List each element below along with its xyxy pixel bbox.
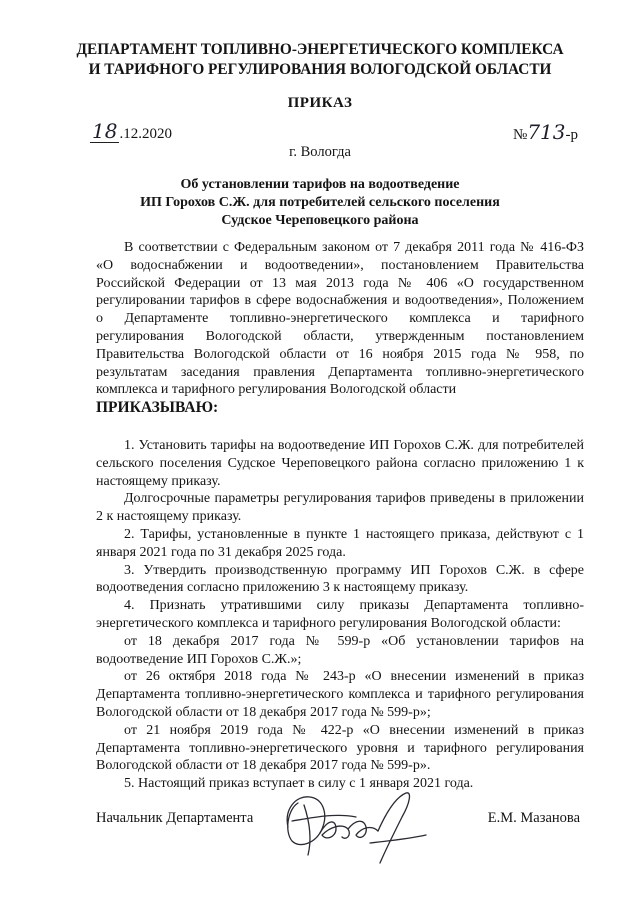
item-1: 1. Установить тарифы на водоотведение ИП Горохов С.Ж. для потребителей сельского поселения Судское Череповецкого района согласно приложению 1 к настоящему приказу. (96, 437, 584, 489)
document-body (96, 239, 584, 793)
item-1-parameters: Долгосрочные параметры регулирования тарифов приведены в приложении 2 к настоящему приказу. (96, 491, 584, 525)
date-day-handwritten: 18 (92, 119, 118, 143)
subject-line-2: ИП Горохов С.Ж. для потребителей сельского поселения (140, 195, 500, 210)
item-4-order-243: от 26 октября 2018 года № 243-р «О внесении изменений в приказ Департамента топливно-энергетического комплекса и тарифного регулирования Вологодской области от 18 декабря 2017 года № 599-р»; (96, 669, 584, 720)
preamble-paragraph: В соответствии с Федеральным законом от 7 декабря 2011 года № 416-ФЗ «О водоснабжении и водоотведении», постановлением Правительства Российской Федерации от 13 мая 2013 года № 406 «О государственном регулировании тарифов в сфере водоснабжения и водоотведения», Положением о Департаменте топливно-энергетического комплекса и тарифного регулирования Вологодской области, утвержденным постановлением Правительства Вологодской области от 16 ноября 2015 года № 958, по результатам заседания правления Департамента топливно-энергетического комплекса и тарифного регулирования Вологодской области (96, 240, 584, 398)
subject-line-1: Об установлении тарифов на водоотведение (180, 177, 460, 192)
item-3: 3. Утвердить производственную программу ИП Горохов С.Ж. в сфере водоотведения согласно приложению 3 к настоящему приказу. (96, 562, 584, 596)
city: г. Вологда (289, 144, 351, 160)
number-handwritten: 713 (527, 120, 566, 144)
department-header-line-2: И ТАРИФНОГО РЕГУЛИРОВАНИЯ ВОЛОГОДСКОЙ ОБЛАСТИ (88, 61, 552, 78)
department-header-line-1: ДЕПАРТАМЕНТ ТОПЛИВНО-ЭНЕРГЕТИЧЕСКОГО КОМПЛЕКСА (76, 41, 564, 58)
item-2: 2. Тарифы, установленные в пункте 1 настоящего приказа, действуют с 1 января 2021 года по 31 декабря 2025 года. (96, 526, 584, 560)
document-number (513, 120, 578, 144)
signatory-position: Начальник Департамента (96, 810, 254, 826)
decree-word: ПРИКАЗЫВАЮ: (96, 399, 219, 417)
item-5: 5. Настоящий приказ вступает в силу с 1 января 2021 года. (124, 776, 474, 792)
number-suffix: -р (565, 127, 578, 143)
item-4-order-599: от 18 декабря 2017 года № 599-р «Об установлении тарифов на водоотведение ИП Горохов С.Ж.»; (96, 633, 584, 667)
item-4: 4. Признать утратившими силу приказы Департамента топливно-энергетического комплекса и тарифного регулирования Вологодской области: (96, 598, 584, 631)
department-header (60, 40, 580, 80)
document-date (90, 120, 172, 143)
signatory-name: Е.М. Мазанова (487, 810, 580, 826)
number-prefix: № (513, 127, 528, 143)
document-type: ПРИКАЗ (287, 95, 353, 111)
document-subject (100, 176, 540, 230)
item-4-order-422: от 21 ноября 2019 года № 422-р «О внесении изменений в приказ Департамента топливно-энергетического уровня и тарифного регулирования Вологодской области от 18 декабря 2017 года № 599-р». (96, 722, 584, 774)
subject-line-3: Судское Череповецкого района (221, 213, 419, 228)
date-month-year: .12.2020 (119, 126, 172, 142)
handwritten-signature (270, 783, 440, 868)
